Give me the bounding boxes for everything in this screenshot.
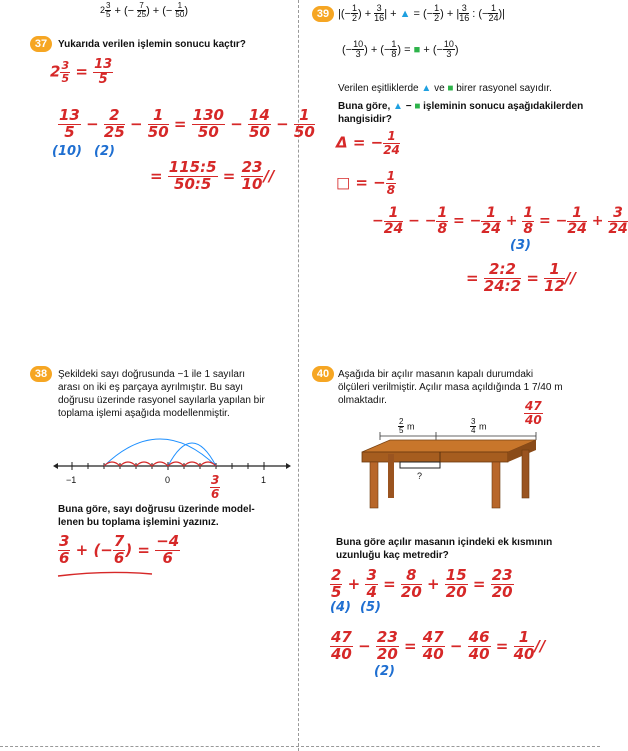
q39-question-b: işleminin sonucu aşağıdakilerden: [423, 101, 584, 112]
arc-handwritten-steps: [104, 462, 216, 466]
table-extension-mark: [400, 462, 440, 468]
q37-hw-mixed: 2 $\frac{3}{5}$ = $\frac{13}{5}$: [50, 57, 113, 87]
q39-text1c: birer rasyonel sayıdır.: [456, 83, 552, 94]
q38-text: [58, 368, 265, 420]
q39-question: Buna göre, ▲ − ■ işleminin sonucu aşağıdakilerden hangisidir?: [338, 101, 584, 125]
tick-label-zero: 0: [165, 475, 171, 485]
q39-hw-triangle: Δ = − $\frac{1}{24}$: [336, 129, 400, 157]
q40-hw-improper: $\frac{47}{40}$: [525, 399, 542, 427]
q40-question: [336, 536, 552, 562]
q38-text-line-2: arası on iki eş parçaya ayrılmıştır. Bu sayı: [58, 382, 244, 393]
table-leg-1: [370, 462, 378, 508]
q39-question-c: hangisidir?: [338, 114, 392, 125]
question-number-37: 37: [30, 36, 52, 52]
q40-question-line-2: uzunluğu kaç metredir?: [336, 550, 449, 561]
tick-label-one: 1: [261, 475, 267, 485]
number-line-arrow-left: [53, 463, 58, 469]
q40-multiplier-2: (5): [360, 600, 381, 615]
q39-info: Verilen eşitliklerde ▲ ve ■ birer rasyonel sayıdır.: [338, 83, 552, 94]
q38-hw-underline: [56, 568, 156, 582]
q40-text-line-3: olmaktadır.: [338, 395, 387, 406]
question-number-39: 39: [312, 6, 334, 22]
q40-label-right: $\frac{3}{4}$ m: [471, 417, 487, 436]
table-leg-3: [522, 450, 529, 498]
q40-hw-diff: $\frac{47}{40}$ − $\frac{23}{20}$ = $\frac{47}{40}$ − $\frac{46}{40}$ = $\frac{1}{40}$ //: [331, 628, 546, 663]
table-leg-2: [492, 462, 500, 508]
table-leg-4: [388, 454, 394, 498]
q37-multiplier-2: (2): [94, 144, 115, 159]
tick-label-minus-one: −1: [66, 475, 77, 485]
q39-equation-1: |(− $\frac{1}{2}$ ) + $\frac{3}{16}$ | + ▲ = (− $\frac{1}{2}$ ) + | $\frac{3}{16}$ : (− $\frac{1}{24}$ )|: [338, 3, 506, 24]
q39-text1b: ve: [434, 83, 445, 94]
q40-hw-sum: $\frac{2}{5}$ + $\frac{3}{4}$ = $\frac{8}{20}$ + $\frac{15}{20}$ = $\frac{23}{20}$: [331, 566, 513, 601]
number-line-figure: [58, 428, 288, 488]
q39-hw-line: − $\frac{1}{24}$ − − $\frac{1}{8}$ = − $\frac{1}{24}$ + $\frac{1}{8}$ = − $\frac{1}{24}$ + $\frac{3}{24}$: [372, 205, 628, 237]
number-line-arrow-right: [286, 463, 291, 469]
q38-question-line-1: Buna göre, sayı doğrusu üzerinde model-: [58, 504, 255, 515]
q38-question: [58, 503, 255, 529]
q37-question: Yukarıda verilen işlemin sonucu kaçtır?: [58, 39, 246, 50]
question-number-38: 38: [30, 366, 52, 382]
q39-hw-square: □ = − $\frac{1}{8}$: [336, 169, 396, 197]
q39-multiplier: (3): [510, 238, 531, 253]
q38-text-line-1: Şekildeki sayı doğrusunda −1 ile 1 sayıları: [58, 369, 246, 380]
q39-equation-2: (− $\frac{10}{3}$ ) + (− $\frac{1}{8}$ ) = ■ + (− $\frac{10}{3}$ ): [342, 39, 459, 60]
table-illustration: [360, 430, 540, 520]
q37-hw-step1: $\frac{13}{5}$ − $\frac{2}{25}$ − $\frac{1}{50}$ = $\frac{130}{50}$ − $\frac{14}{50}$ − $\frac{1}{50}$: [59, 106, 315, 141]
q37-hw-result: = $\frac{115:5}{50:5}$ = $\frac{23}{10}$ //: [150, 158, 275, 193]
q40-label-left: $\frac{2}{5}$ m: [399, 417, 415, 436]
q40-multiplier-3: (2): [374, 664, 395, 679]
q38-question-line-2: lenen bu toplama işlemini yazınız.: [58, 517, 219, 528]
q40-text-line-1: Aşağıda bir açılır masanın kapalı durumdaki: [338, 369, 534, 380]
q37-multiplier-1: (10): [52, 144, 82, 159]
q38-hw-answer: $\frac{3}{6}$ + (− $\frac{7}{6}$ ) = $\frac{-4}{6}$: [59, 532, 180, 567]
q38-hw-marker: $\frac{3}{6}$: [211, 473, 220, 501]
table-top: [362, 440, 536, 452]
q38-text-line-4: toplama işlemi aşağıda modellenmiştir.: [58, 408, 230, 419]
q40-question-line-1: Buna göre açılır masanın içindeki ek kısmının: [336, 537, 553, 548]
q39-hw-result: = $\frac{2:2}{24:2}$ = $\frac{1}{12}$ //: [466, 260, 576, 295]
q38-text-line-3: doğrusu üzerinde rasyonel sayılarla yapılan bir: [58, 395, 265, 406]
question-number-40: 40: [312, 366, 334, 382]
page-bottom-rule: [0, 746, 600, 747]
q39-question-a: Buna göre,: [338, 101, 391, 112]
q40-multiplier-1: (4): [330, 600, 351, 615]
q40-label-mid: ?: [417, 471, 423, 481]
top-expression: 2 $\frac{3}{5}$ + (− $\frac{7}{25}$ ) + (− $\frac{1}{50}$ ): [100, 1, 188, 20]
q39-text1: Verilen eşitliklerde: [338, 83, 419, 94]
q40-text-line-2: ölçüleri verilmiştir. Açılır masa açıldığında 1 7/40 m: [338, 382, 563, 393]
table-front-edge: [362, 452, 508, 462]
